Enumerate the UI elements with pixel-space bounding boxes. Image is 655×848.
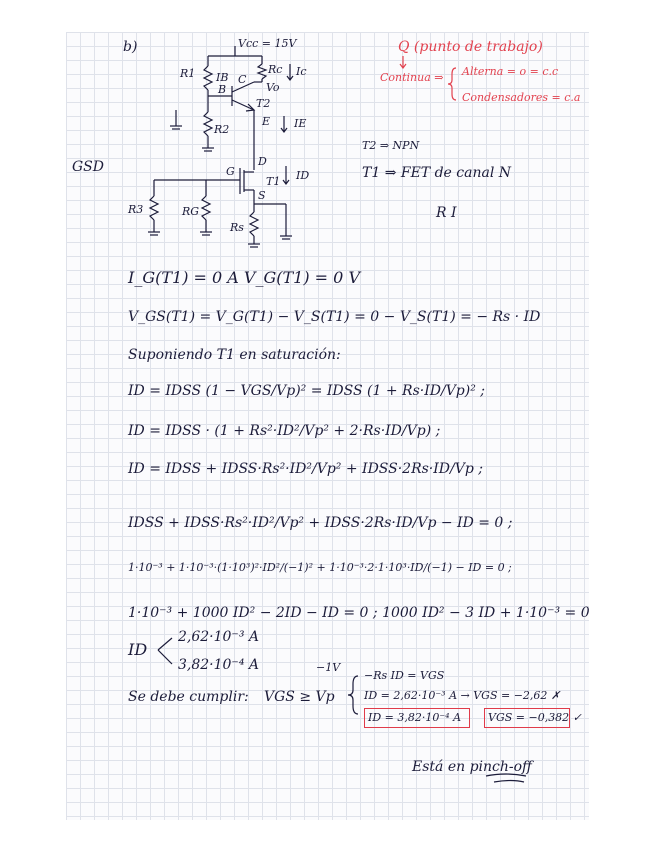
- c-label: C: [238, 73, 247, 86]
- part-label: b): [123, 39, 138, 55]
- eq-line-3: Suponiendo T1 en saturación:: [128, 347, 341, 363]
- condition-label: Se debe cumplir:: [128, 689, 249, 705]
- id-label: ID: [296, 169, 310, 182]
- r2-label: R2: [214, 123, 230, 136]
- rs-label: Rs: [230, 221, 244, 234]
- condensadores-note: Condensadores = c.a: [462, 91, 581, 104]
- vp-value: −1V: [316, 661, 341, 674]
- rg-label: RG: [182, 205, 200, 218]
- eq-line-9: 1·10⁻³ + 1000 ID² − 2ID − ID = 0 ; 1000 ID² − 3 ID + 1·10⁻³ = 0: [128, 605, 590, 621]
- s-label: S: [258, 189, 266, 202]
- ic-label: Ic: [296, 65, 307, 78]
- eq-line-6: ID = IDSS + IDSS·Rs²·ID²/Vp² + IDSS·2Rs·ID/Vp ;: [128, 461, 483, 477]
- condition-eq-3-id: ID = 3,82·10⁻⁴ A: [368, 711, 462, 724]
- continua-note: Continua ⇒: [380, 71, 444, 84]
- r1-label: R1: [180, 67, 196, 80]
- b-label: B: [218, 83, 227, 96]
- rc-label: Rc: [268, 63, 283, 76]
- condition-eq-2: ID = 2,62·10⁻³ A → VGS = −2,62 ✗: [364, 689, 561, 702]
- vcc-label: Vcc = 15V: [238, 37, 297, 50]
- eq-line-5: ID = IDSS · (1 + Rs²·ID²/Vp² + 2·Rs·ID/Vp) ;: [128, 423, 441, 439]
- eq-line-2: V_GS(T1) = V_G(T1) − V_S(T1) = 0 − V_S(T1) = − Rs · ID: [128, 309, 541, 325]
- condition-eq-3-vgs: VGS = −0,382 ✓: [488, 711, 582, 724]
- t1-note: T1 ⇒ FET de canal N: [362, 165, 512, 181]
- d-label: D: [258, 155, 267, 168]
- condition-eq-1: −Rs ID = VGS: [364, 669, 445, 682]
- ie-label: IE: [294, 117, 307, 130]
- alterna-note: Alterna = o = c.c: [462, 65, 559, 78]
- roots-label: ID: [128, 640, 148, 659]
- side-label: GSD: [72, 159, 104, 175]
- vo-label: Vo: [266, 81, 280, 94]
- eq-line-8: 1·10⁻³ + 1·10⁻³·(1·10³)²·ID²/(−1)² + 1·10⁻³·2·1·10³·ID/(−1) − ID = 0 ;: [128, 561, 512, 574]
- condition-inequality: VGS ≥ Vp: [264, 689, 335, 705]
- conclusion: Está en pinch-off: [412, 759, 532, 775]
- t2-note: T2 ⇒ NPN: [362, 139, 420, 152]
- g-label: G: [226, 165, 235, 178]
- eq-line-4: ID = IDSS (1 − VGS/Vp)² = IDSS (1 + Rs·ID/Vp)² ;: [128, 383, 486, 399]
- t1-label: T1: [266, 175, 281, 188]
- eq-line-7: IDSS + IDSS·Rs²·ID²/Vp² + IDSS·2Rs·ID/Vp − ID = 0 ;: [128, 515, 513, 531]
- q-note: Q (punto de trabajo): [398, 39, 543, 55]
- e-label: E: [262, 115, 271, 128]
- r3-label: R3: [128, 203, 144, 216]
- eq-line-1: I_G(T1) = 0 A V_G(T1) = 0 V: [128, 268, 360, 287]
- ib-label: IB: [216, 71, 229, 84]
- root-1: 2,62·10⁻³ A: [178, 629, 259, 645]
- t2-label: T2: [256, 97, 271, 110]
- root-2: 3,82·10⁻⁴ A: [178, 657, 259, 673]
- ri-note: R I: [436, 205, 457, 221]
